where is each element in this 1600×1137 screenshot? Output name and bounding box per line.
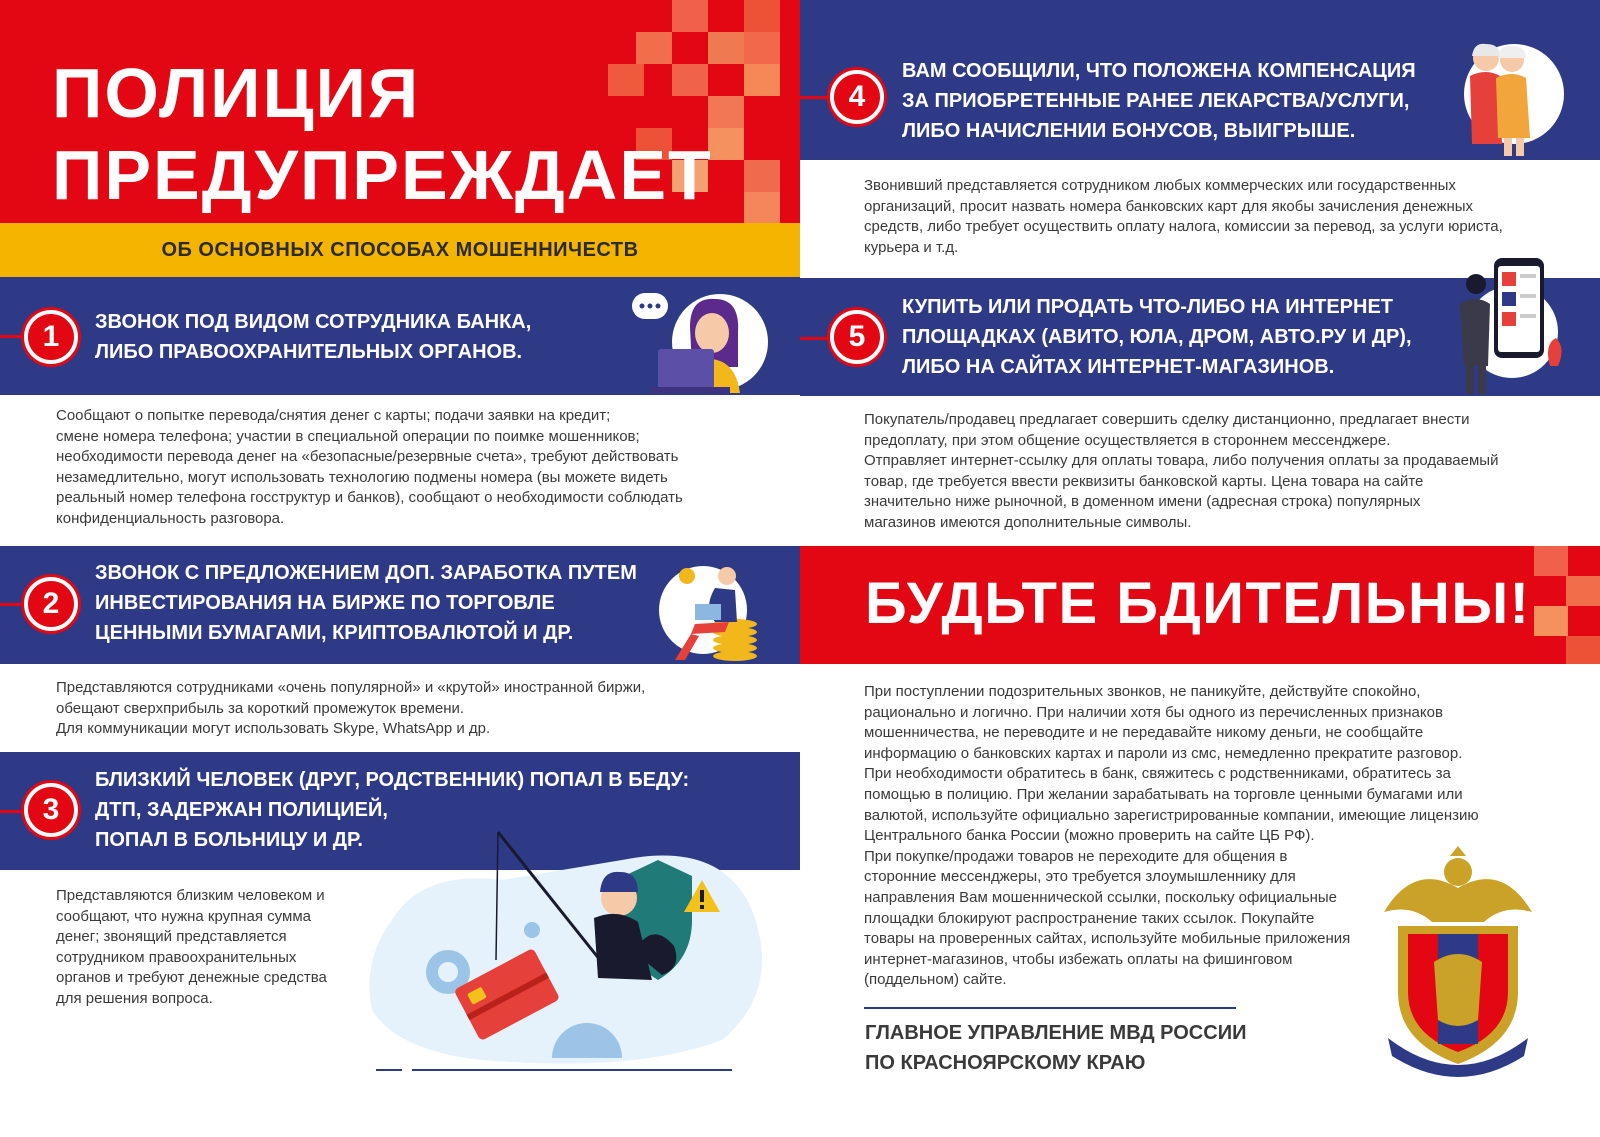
- item-5-title: КУПИТЬ ИЛИ ПРОДАТЬ ЧТО-ЛИБО НА ИНТЕРНЕТ ПЛОЩАДКАХ (АВИТО, ЮЛА, ДРОМ, АВТО.РУ И ДР), ЛИБО НА САЙТАХ ИНТЕРНЕТ-МАГАЗИНОВ.: [902, 296, 1412, 378]
- footer-line-2: ПО КРАСНОЯРСКОМУ КРАЮ: [865, 1052, 1146, 1074]
- item-3-body: Представляются близким человеком и сообщают, что нужна крупная сумма денег; звонящий представляется сотрудником правоохранительных органов и требуют денежные средства для решения вопроса.: [56, 887, 327, 1007]
- page-subtitle: ОБ ОСНОВНЫХ СПОСОБАХ МОШЕННИЧЕСТВ: [0, 223, 800, 277]
- investor-on-coins-icon: [655, 548, 775, 664]
- item-2-number: 2: [24, 577, 78, 631]
- item-1-body: Сообщают о попытке перевода/снятия денег с карты; подачи заявки на кредит; смене номера телефона; участии в специальной операции по поимке мошенников; необходимости перевода денег на «безопасные/резервные счета», требуют действовать незамедлительно, могут использовать технологию подмены номера (вы можете видеть реальный номер телефона госструктур и банков), сообщают о необходимости соблюдать конфиденциальность разговора.: [56, 407, 683, 527]
- item-4-body: Звонивший представляется сотрудником любых коммерческих или государственных организаций, просит назвать номера банковских карт для якобы зачисления денежных средств, либо требует осуществить оплату налога, комиссии за перевод, за услуги юриста, курьера и т.д.: [864, 177, 1503, 256]
- item-5-body: Покупатель/продавец предлагает совершить сделку дистанционно, предлагает внести предоплату, при этом общение осуществляется в стороннем мессенджере. Отправляет интернет-ссылку для оплаты товара, либо получения оплаты за продаваемый товар, где требуется ввести реквизиты банковской карты. Цена товара на сайте значительно ниже рыночной, в доменном имени (адресная строка) популярных магазинов имеются дополнительные символы.: [864, 411, 1499, 531]
- item-4-number: 4: [830, 70, 884, 124]
- item-1-number: 1: [24, 310, 78, 364]
- item-3-line: [0, 810, 26, 813]
- elderly-couple-icon: [1450, 36, 1570, 158]
- police-emblem-icon: [1374, 842, 1542, 1078]
- item-1-line: [0, 335, 26, 338]
- item-1-title: ЗВОНОК ПОД ВИДОМ СОТРУДНИКА БАНКА, ЛИБО ПРАВООХРАНИТЕЛЬНЫХ ОРГАНОВ.: [95, 311, 532, 363]
- item-4-title: ВАМ СООБЩИЛИ, ЧТО ПОЛОЖЕНА КОМПЕНСАЦИЯ ЗА ПРИОБРЕТЕННЫЕ РАНЕЕ ЛЕКАРСТВА/УСЛУГИ, ЛИБО НАЧИСЛЕНИИ БОНУСОВ, ВЫИГРЫШЕ.: [902, 60, 1416, 142]
- item-2-line: [0, 603, 26, 606]
- call-center-operator-icon: [630, 287, 770, 393]
- item-5-line: [800, 337, 828, 340]
- title-line-1: ПОЛИЦИЯ: [52, 54, 421, 132]
- item-4-line: [800, 96, 828, 99]
- hacker-phishing-illustration: [362, 800, 782, 1074]
- item-5-number: 5: [830, 310, 884, 364]
- item-3-number: 3: [24, 783, 78, 837]
- footer-line-1: ГЛАВНОЕ УПРАВЛЕНИЕ МВД РОССИИ: [865, 1022, 1247, 1044]
- item-3-title: БЛИЗКИЙ ЧЕЛОВЕК (ДРУГ, РОДСТВЕННИК) ПОПАЛ В БЕДУ: ДТП, ЗАДЕРЖАН ПОЛИЦИЕЙ, ПОПАЛ В БОЛЬНИЦУ И ДР.: [95, 769, 690, 851]
- alert-title: БУДЬТЕ БДИТЕЛЬНЫ!: [865, 571, 1531, 636]
- item-2-title: ЗВОНОК С ПРЕДЛОЖЕНИЕМ ДОП. ЗАРАБОТКА ПУТЕМ ИНВЕСТИРОВАНИЯ НА БИРЖЕ ПО ТОРГОВЛЕ ЦЕННЫМИ БУМАГАМИ, КРИПТОВАЛЮТОЙ И ДР.: [95, 562, 637, 644]
- page-title: [52, 52, 713, 216]
- online-shopping-phone-icon: [1452, 254, 1572, 396]
- footer-org: [865, 1018, 1246, 1078]
- footer-divider: [864, 1007, 1236, 1009]
- title-line-2: ПРЕДУПРЕЖДАЕТ: [52, 136, 713, 214]
- item-2-body: Представляются сотрудниками «очень популярной» и «крутой» иностранной биржи, обещают сверхприбыль за короткий промежуток времени. Для коммуникации могут использовать Skype, WhatsApp и др.: [56, 679, 646, 738]
- alert-body: При поступлении подозрительных звонков, не паникуйте, действуйте спокойно, рационально и логично. При наличии хотя бы одного из перечисленных признаков мошенничества, не переводите и не передавайте никому деньги, не сообщайте информацию о банковских картах и пароли из смс, немедленно прекратите разговор. При необходимости обратитесь в банк, свяжитесь с родственниками, обратитесь за помощью в полицию. При желании зарабатывать на торговле ценными бумагами или валютой, используйте официально зарегистрированные компании, имеющие лицензию Центрального банка России (можно проверить на сайте ЦБ РФ). При покупке/продажи товаров не переходите для общения в сторонние мессенджеры, это требуется злоумышленнику для направления Вам мошеннической ссылки, поскольку официальные площадки блокируют распространение таких ссылок. Покупайте товары на проверенных сайтах, используйте мобильные приложения интернет-магазинов, чтобы избежать оплаты на фишинговом (поддельном) сайте.: [864, 683, 1479, 989]
